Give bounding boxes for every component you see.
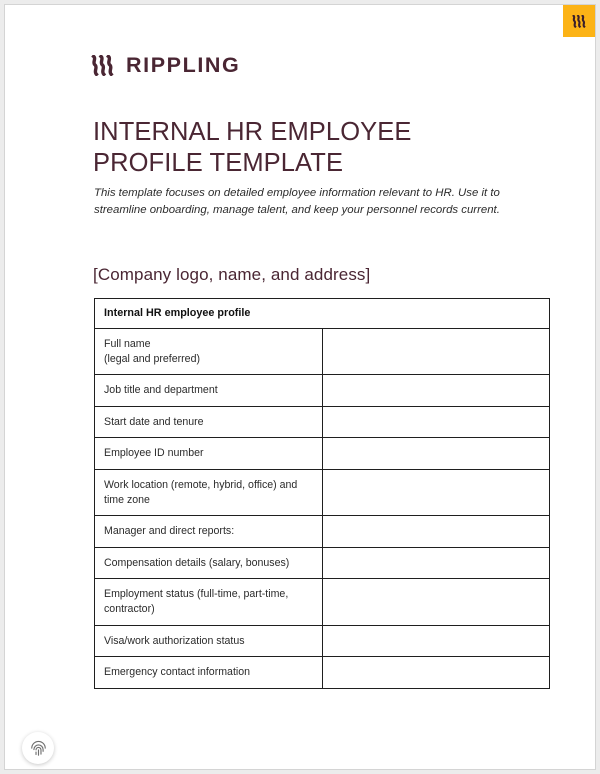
company-logo-placeholder: [Company logo, name, and address] — [93, 265, 371, 284]
brand-lockup — [91, 55, 240, 77]
brand-wordmark: RIPPLING — [126, 53, 241, 77]
table-row — [95, 547, 550, 579]
table-row — [95, 625, 550, 657]
field-label: Start date and tenure — [95, 406, 323, 438]
rippling-corner-badge[interactable] — [563, 5, 595, 37]
field-label: Full name (legal and preferred) — [95, 328, 323, 374]
rippling-waves-icon — [91, 55, 116, 76]
table-body — [95, 299, 550, 689]
table-row — [95, 579, 550, 625]
field-label: Manager and direct reports: — [95, 516, 323, 548]
table-row — [95, 469, 550, 515]
table-row — [95, 516, 550, 548]
field-label: Employee ID number — [95, 438, 323, 470]
field-label: Emergency contact information — [95, 657, 323, 689]
table-header-label: Internal HR employee profile — [95, 299, 550, 329]
field-value-input[interactable] — [322, 516, 550, 548]
field-label: Employment status (full-time, part-time, contractor) — [95, 579, 323, 625]
field-value-input[interactable] — [322, 657, 550, 689]
table-header-row — [95, 299, 550, 329]
document-page — [4, 4, 596, 770]
field-value-input[interactable] — [322, 547, 550, 579]
fingerprint-button[interactable] — [22, 732, 54, 764]
page-subtitle: This template focuses on detailed employee information relevant to HR. Use it to streamline onboarding, manage talent, and keep your personnel records current. — [94, 187, 500, 217]
field-value-input[interactable] — [322, 579, 550, 625]
field-value-input[interactable] — [322, 625, 550, 657]
rippling-waves-icon — [572, 15, 587, 28]
field-label: Compensation details (salary, bonuses) — [95, 547, 323, 579]
internal-hr-employee-profile-table — [94, 298, 550, 689]
field-value-input[interactable] — [322, 328, 550, 374]
table-row — [95, 657, 550, 689]
field-label: Visa/work authorization status — [95, 625, 323, 657]
table-row — [95, 375, 550, 407]
field-value-input[interactable] — [322, 438, 550, 470]
field-label: Job title and department — [95, 375, 323, 407]
field-value-input[interactable] — [322, 406, 550, 438]
table-row — [95, 438, 550, 470]
fingerprint-icon — [30, 740, 47, 757]
table-row — [95, 406, 550, 438]
table-row — [95, 328, 550, 374]
field-value-input[interactable] — [322, 469, 550, 515]
page-title: INTERNAL HR EMPLOYEE PROFILE TEMPLATE — [93, 118, 412, 178]
field-label: Work location (remote, hybrid, office) and time zone — [95, 469, 323, 515]
field-value-input[interactable] — [322, 375, 550, 407]
